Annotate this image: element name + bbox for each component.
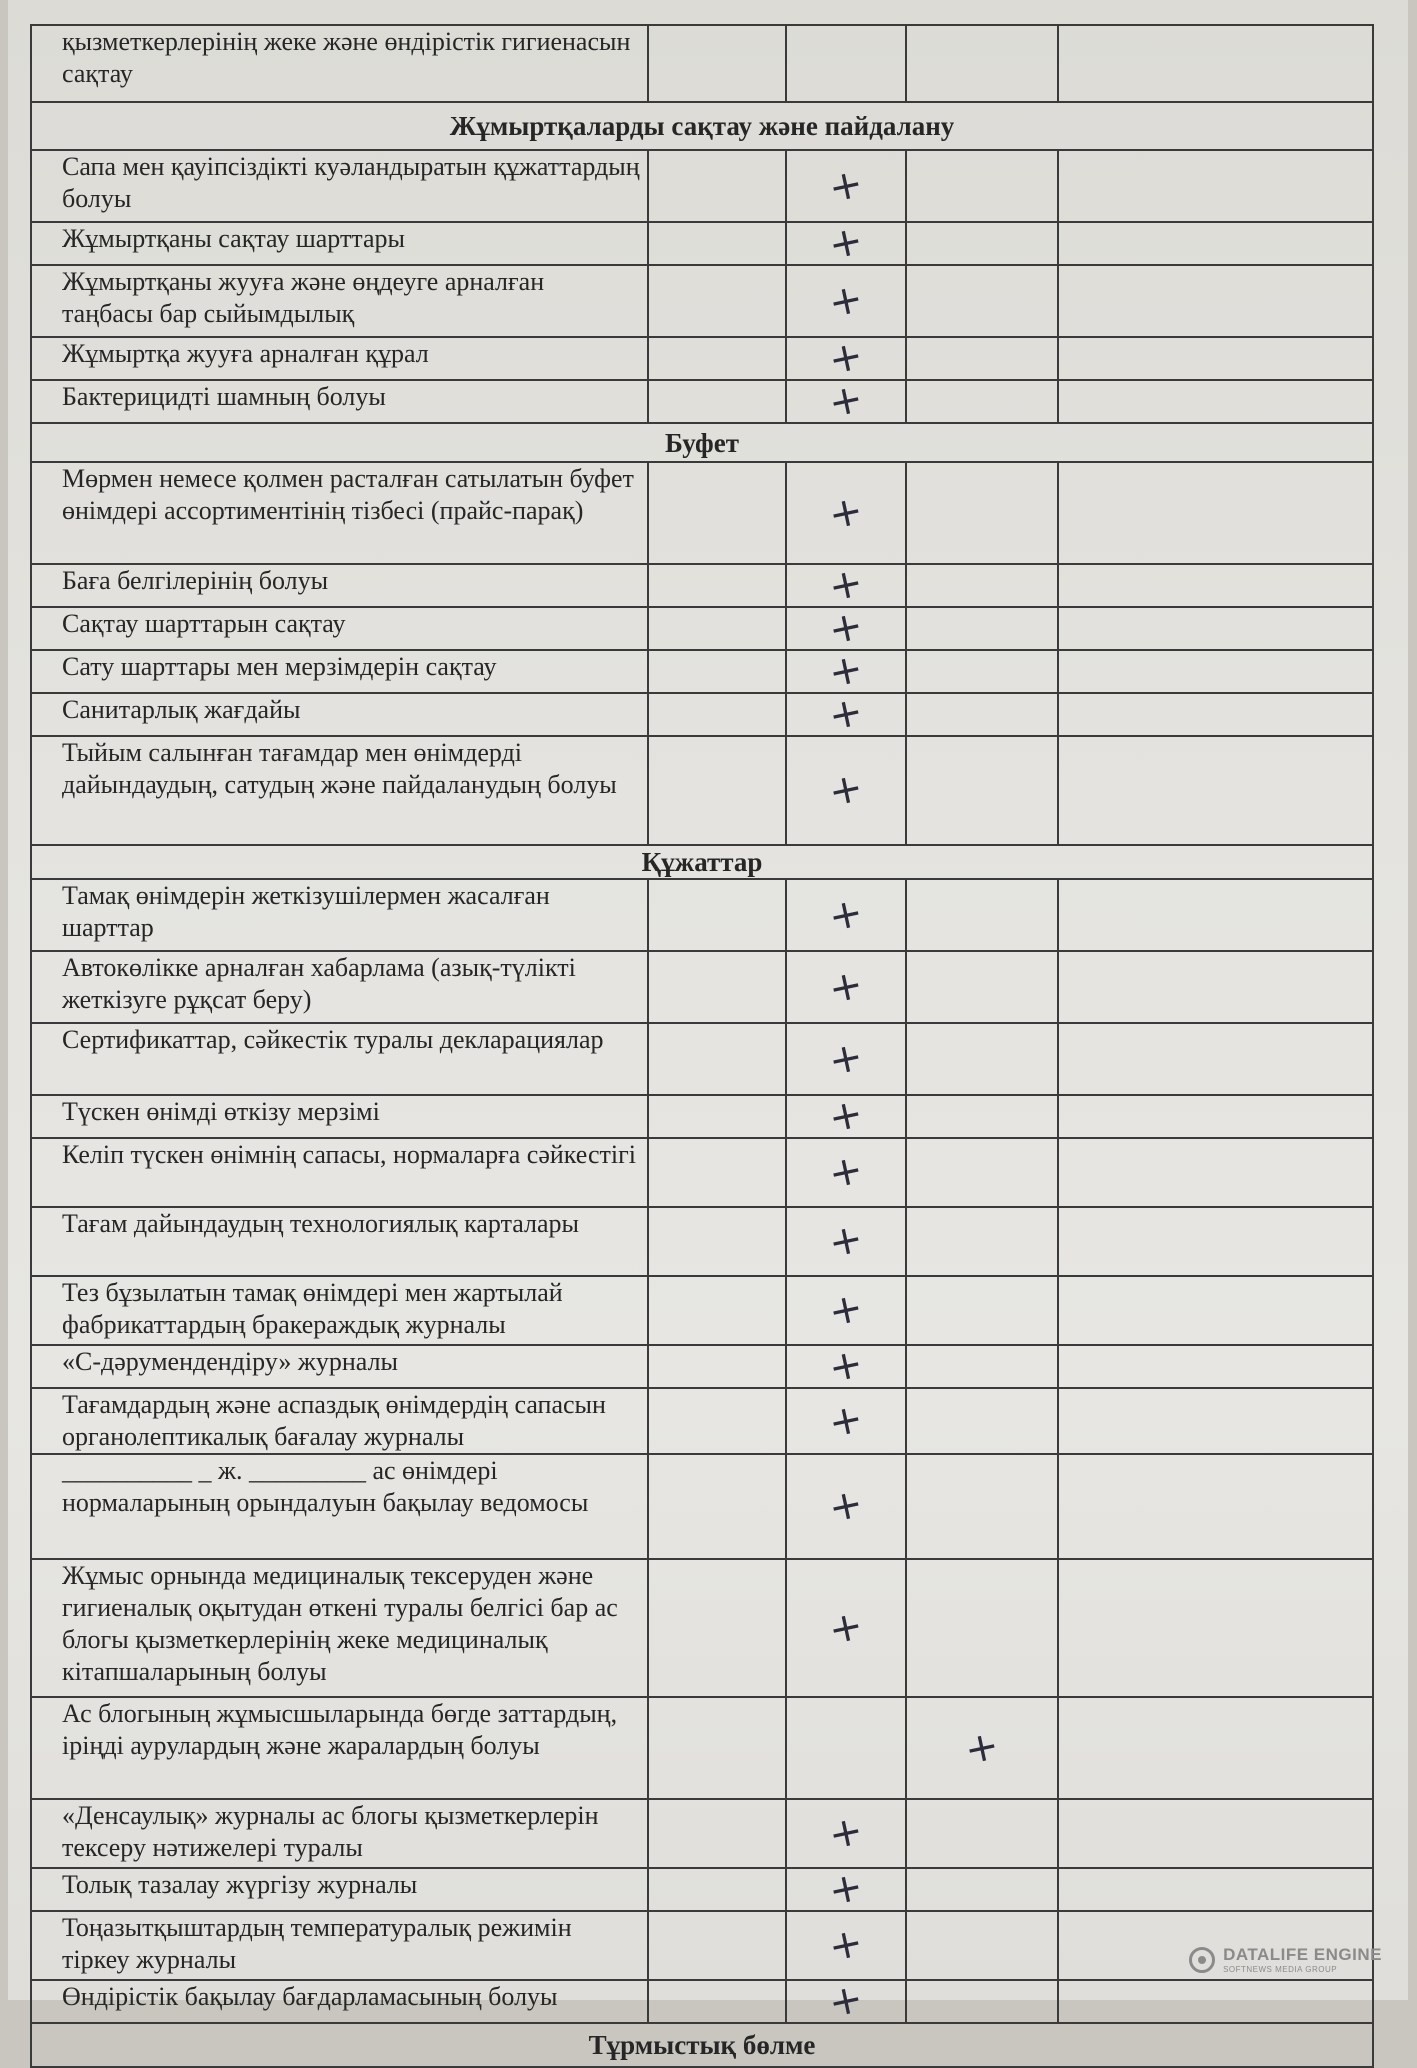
table-row [31,736,1373,845]
table-row [31,1799,1373,1868]
check-cell [786,602,906,654]
check-cell [906,607,1058,650]
section-title: Жұмыртқаларды сақтау және пайдалану [31,102,1373,150]
check-cell [1058,1697,1373,1799]
item-text: Келіп түскен өнімнің сапасы, нормаларға сәйкестігі [31,1138,648,1207]
check-cell [906,736,1058,845]
watermark-title: DATALIFE ENGINE [1223,1945,1382,1964]
check-cell [786,645,906,697]
item-text: Жұмыртқаны сақтау шарттары [31,222,648,265]
check-cell [648,1276,786,1345]
check-cell [648,1559,786,1697]
check-cell [906,564,1058,607]
check-cell [786,1207,906,1276]
item-text: «С-дәрумендендіру» журналы [31,1345,648,1388]
check-cell [648,693,786,736]
check-cell [786,736,906,845]
check-cell [786,265,906,337]
check-cell [648,1697,786,1799]
check-cell [906,25,1058,102]
table-row [31,1207,1373,1276]
check-cell [1058,1207,1373,1276]
check-mark: + [824,645,868,697]
table-row [31,265,1373,337]
check-cell [786,1090,906,1142]
check-cell [906,1095,1058,1138]
section-title: Тұрмыстық бөлме [31,2023,1373,2067]
section-header-row [31,102,1373,150]
check-cell [786,1023,906,1095]
check-mark: + [824,1863,868,1915]
check-cell [906,1868,1058,1911]
check-cell [906,150,1058,222]
check-mark: + [824,1601,868,1654]
check-mark: + [824,1394,868,1447]
check-cell [1058,1095,1373,1138]
table-row [31,1911,1373,1980]
item-text: Сапа мен қауіпсіздікті куәландыратын құжаттардың болуы [31,150,648,222]
check-cell [1058,25,1373,102]
table-row [31,222,1373,265]
table-row [31,650,1373,693]
item-text: Бактерицидті шамның болуы [31,380,648,423]
section-title: Құжаттар [31,845,1373,879]
table-row [31,150,1373,222]
check-cell [786,1975,906,2027]
check-cell [1058,693,1373,736]
item-text: Сертификаттар, сәйкестік туралы декларациялар [31,1023,648,1095]
check-cell [786,951,906,1023]
check-cell [648,337,786,380]
check-cell [906,1697,1058,1799]
check-cell [786,375,906,427]
check-mark: + [824,1975,868,2027]
item-text: Мөрмен немесе қолмен расталған сатылатын буфет өнімдері ассортиментінің тізбесі (прайс-парақ) [31,462,648,564]
check-cell [648,1454,786,1559]
check-cell [1058,150,1373,222]
check-cell [648,25,786,102]
item-text: Жұмыртқаны жууға және өңдеуге арналған таңбасы бар сыйымдылық [31,265,648,337]
check-cell [1058,736,1373,845]
check-mark: + [824,1919,868,1971]
check-cell [906,337,1058,380]
check-mark: + [824,1090,868,1142]
check-cell [786,1454,906,1559]
item-text: Тыйым салынған тағамдар мен өнімдерді дайындаудың, сатудың және пайдаланудың болуы [31,736,648,845]
check-cell [906,462,1058,564]
check-mark: + [824,1146,868,1198]
check-cell [906,380,1058,423]
eye-logo-icon [1189,1947,1215,1973]
check-cell [786,688,906,740]
check-cell [648,1095,786,1138]
item-text: Сақтау шарттарын сақтау [31,607,648,650]
check-cell [648,1980,786,2023]
check-cell [906,1980,1058,2023]
check-cell [786,25,906,102]
check-cell [648,951,786,1023]
item-text: Тағам дайындаудың технологиялық карталары [31,1207,648,1276]
item-text: Түскен өнімді өткізу мерзімі [31,1095,648,1138]
check-cell [906,1559,1058,1697]
check-mark: + [824,274,868,327]
check-cell [906,222,1058,265]
check-mark: + [824,217,868,269]
watermark [1189,1945,1382,1974]
check-cell [648,1138,786,1207]
table-row [31,879,1373,951]
check-cell [1058,265,1373,337]
item-text: Тамақ өнімдерін жеткізушілермен жасалған шарттар [31,879,648,951]
check-cell [1058,222,1373,265]
item-text: Өндірістік бақылау бағдарламасының болуы [31,1980,648,2023]
check-cell [1058,1276,1373,1345]
table-row [31,1345,1373,1388]
section-header-row [31,845,1373,879]
check-cell [1058,1388,1373,1454]
check-cell [906,1911,1058,1980]
item-text: Санитарлық жағдайы [31,693,648,736]
check-cell [906,951,1058,1023]
item-text: Жұмыс орнында медициналық тексеруден және гигиеналық оқытудан өткені туралы белгісі бар ас блогы қызметкерлерінің жеке медициналық кітапшаларының болуы [31,1559,648,1697]
item-text: «Денсаулық» журналы ас блогы қызметкерлерін тексеру нәтижелері туралы [31,1799,648,1868]
check-cell [786,1276,906,1345]
check-mark: + [824,1032,868,1085]
check-cell [906,1388,1058,1454]
check-cell [648,607,786,650]
check-cell [648,222,786,265]
check-cell [786,1697,906,1799]
check-cell [906,1454,1058,1559]
table-row [31,462,1373,564]
item-text: __________ _ ж. _________ ас өнімдері нормаларының орындалуын бақылау ведомосы [31,1454,648,1559]
table-row [31,1023,1373,1095]
check-cell [786,1138,906,1207]
section-header-row [31,2023,1373,2067]
check-mark: + [824,559,868,611]
section-title: Буфет [31,423,1373,462]
check-mark: + [824,1807,868,1859]
item-text: Баға белгілерінің болуы [31,564,648,607]
check-cell [1058,1345,1373,1388]
check-cell [786,1863,906,1915]
check-cell [648,1799,786,1868]
check-cell [906,650,1058,693]
check-cell [1058,951,1373,1023]
check-cell [1058,337,1373,380]
check-cell [1058,1980,1373,2023]
check-cell [1058,607,1373,650]
check-cell [906,265,1058,337]
check-mark: + [824,332,868,384]
check-cell [1058,380,1373,423]
check-cell [648,1207,786,1276]
check-cell [786,1799,906,1868]
item-text: Автокөлікке арналған хабарлама (азық-түлікті жеткізуге рұқсат беру) [31,951,648,1023]
item-text: Тоңазытқыштардың температуралық режимін тіркеу журналы [31,1911,648,1980]
document-page [8,0,1408,2060]
check-cell [648,1345,786,1388]
check-cell [786,1911,906,1980]
check-cell [1058,1559,1373,1697]
check-mark: + [824,1340,868,1392]
section-header-row [31,423,1373,462]
check-cell [906,693,1058,736]
check-mark: + [824,1284,868,1336]
table-row [31,564,1373,607]
table-row [31,951,1373,1023]
check-cell [906,1799,1058,1868]
table-row [31,1980,1373,2023]
check-mark: + [824,960,868,1013]
check-cell [1058,1454,1373,1559]
check-cell [1058,650,1373,693]
check-cell [648,564,786,607]
table-row [31,1276,1373,1345]
check-cell [648,650,786,693]
check-cell [906,1345,1058,1388]
check-cell [906,1023,1058,1095]
check-cell [906,1276,1058,1345]
check-cell [648,1388,786,1454]
check-cell [786,150,906,222]
check-cell [786,217,906,269]
check-cell [786,332,906,384]
check-cell [786,559,906,611]
check-cell [648,462,786,564]
check-cell [648,380,786,423]
table-row [31,1454,1373,1559]
check-cell [648,265,786,337]
checklist-table [30,24,1374,2068]
check-cell [1058,1138,1373,1207]
check-cell [648,1868,786,1911]
check-cell [648,879,786,951]
check-cell [1058,564,1373,607]
check-mark: + [824,1215,868,1267]
item-text: Сату шарттары мен мерзімдерін сақтау [31,650,648,693]
check-cell [906,879,1058,951]
table-row [31,1559,1373,1697]
check-mark: + [824,688,868,740]
check-mark: + [960,1721,1004,1774]
table-row [31,337,1373,380]
check-cell [648,150,786,222]
table-row [31,1697,1373,1799]
check-cell [1058,462,1373,564]
check-cell [906,1207,1058,1276]
check-cell [648,736,786,845]
table-row [31,1138,1373,1207]
table-row [31,693,1373,736]
table-row [31,1388,1373,1454]
check-cell [786,462,906,564]
check-cell [786,1340,906,1392]
table-row [31,1868,1373,1911]
item-text: Тағамдардың және аспаздық өнімдердің сапасын органолептикалық бағалау журналы [31,1388,648,1454]
table-row [31,1095,1373,1138]
table-row [31,380,1373,423]
check-cell [786,1559,906,1697]
check-cell [786,879,906,951]
check-cell [1058,1799,1373,1868]
check-mark: + [824,486,868,539]
item-text: Жұмыртқа жууға арналған құрал [31,337,648,380]
check-cell [1058,879,1373,951]
check-mark: + [824,1480,868,1532]
check-cell [648,1911,786,1980]
watermark-subtitle: SOFTNEWS MEDIA GROUP [1223,1965,1338,1974]
item-text: Толық тазалау жүргізу журналы [31,1868,648,1911]
table-row [31,607,1373,650]
table-row [31,25,1373,102]
check-mark: + [824,888,868,941]
check-cell [786,1388,906,1454]
item-text: Тез бұзылатын тамақ өнімдері мен жартылай фабрикаттардың бракераждық журналы [31,1276,648,1345]
item-text: қызметкерлерінің жеке және өндірістік гигиенасын сақтау [31,25,648,102]
check-cell [906,1138,1058,1207]
check-cell [648,1023,786,1095]
check-mark: + [824,159,868,212]
check-cell [1058,1868,1373,1911]
check-cell [1058,1023,1373,1095]
check-mark: + [824,602,868,654]
check-mark: + [824,375,868,427]
item-text: Ас блогының жұмысшыларында бөгде заттардың, іріңді аурулардың және жаралардың болуы [31,1697,648,1799]
check-mark: + [824,764,868,816]
